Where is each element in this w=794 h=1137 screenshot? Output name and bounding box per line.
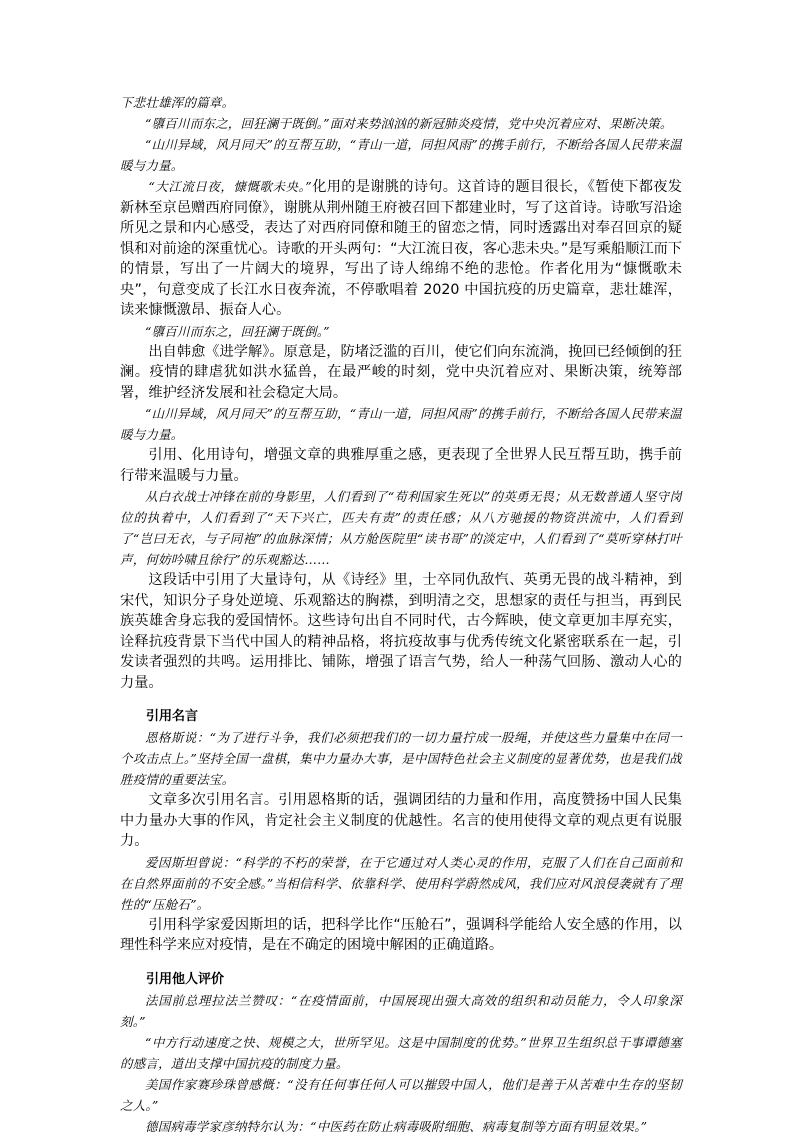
quote-paragraph: 从白衣战士冲锋在前的身影里，人们看到了“苟利国家生死以”的英勇无畏；从无数普通人坚守岗位的执着中，人们看到了“天下兴亡，匹夫有责”的责任感；从八方驰援的物资洪流中，人们看到了“岂曰无衣，与子同袍”的血脉深情；从方舱医院里“读书哥”的淡定中，人们看到了“莫听穿林打叶声，何妨吟啸且徐行”的乐观豁达…… <box>120 489 682 567</box>
analysis-paragraph: 引用科学家爱因斯坦的话，把科学比作“压舱石”，强调科学能给人安全感的作用，以理性科学来应对疫情，是在不确定的困境中解困的正确道路。 <box>120 916 682 953</box>
quote-line: 下悲壮雄浑的篇章。 <box>120 95 235 110</box>
quote-paragraph: “中方行动速度之快、规模之大，世所罕见。这是中国制度的优势。”世界卫生组织总干事谭德塞的感言，道出支撑中国抗疫的制度力量。 <box>120 1034 682 1071</box>
analysis-paragraph: 出自韩愈《进学解》。原意是，防堵泛滥的百川，使它们向东流淌，挽回已经倾倒的狂澜。疫情的肆虐犹如洪水猛兽，在最严峻的时刻，党中央沉着应对、果断决策，统筹部署，维护经济发展和社会稳定大局。 <box>120 343 682 401</box>
quote-paragraph: 爱因斯坦曾说：“科学的不朽的荣誉，在于它通过对人类心灵的作用，克服了人们在自己面前和在自然界面前的不安全感。”当相信科学、依靠科学、使用科学蔚然成风，我们应对风浪侵袭就有了理性的“压舱石”。 <box>120 854 682 912</box>
spacer <box>120 693 682 707</box>
quote-paragraph: “隳百川而东之，回狂澜于既倒。”面对来势汹汹的新冠肺炎疫情，党中央沉着应对、果断决策。 <box>145 116 673 131</box>
quote-paragraph: 美国作家赛珍珠曾感慨：“没有任何事任何人可以摧毁中国人，他们是善于从苦难中生存的坚韧之人。” <box>120 1076 682 1113</box>
analysis-paragraph-with-quote <box>120 176 682 321</box>
section-heading: 引用他人评价 <box>146 971 225 987</box>
quote-paragraph: 法国前总理拉法兰赞叹：“在疫情面前，中国展现出强大高效的组织和动员能力，令人印象深刻。” <box>120 992 682 1029</box>
analysis-paragraph: 这段话中引用了大量诗句，从《诗经》里，士卒同仇敌忾、英勇无畏的战斗精神，到宋代，知识分子身处逆境、乐观豁达的胸襟，到明清之交，思想家的责任与担当，再到民族英雄舍身忘我的爱国情怀。这些诗句出自不同时代，古今辉映，使文章更加丰厚充实，诠释抗疫背景下当代中国人的精神品格，将抗疫故事与优秀传统文化紧密联系在一起，引发读者强烈的共鸣。运用排比、铺陈，增强了语言气势，给人一种荡气回肠、激动人心的力量。 <box>120 572 682 691</box>
analysis-text: 化用的是谢朓的诗句。这首诗的题目很长，《暂使下都夜发新林至京邑赠西府同僚》，谢朓从荆州随王府被召回下都建业时，写了这首诗。诗歌写沿途所见之景和内心感受，表达了对西府同僚和随王的留恋之情，同时透露出对奉召回京的疑惧和对前途的深重忧心。诗歌的开头两句：“大江流日夜，客心悲未央。”是写乘船顺江而下的情景，写出了一片阔大的境界，写出了诗人绵绵不绝的悲怆。作者化用为“慷慨歌未央”，句意变成了长江水日夜奔流，不停歌唱着 2020 中国抗疫的历史篇章，悲壮雄浑，读来慷慨激昂、振奋人心。 <box>120 179 682 318</box>
spacer <box>120 956 682 970</box>
document-page <box>120 92 682 1137</box>
analysis-paragraph: 引用、化用诗句，增强文章的典雅厚重之感，更表现了全世界人民互帮互助，携手前行带来温暖与力量。 <box>120 447 682 484</box>
analysis-paragraph: 文章多次引用名言。引用恩格斯的话，强调团结的力量和作用，高度赞扬中国人民集中力量办大事的作风，肯定社会主义制度的优越性。名言的使用使得文章的观点更有说服力。 <box>120 792 682 849</box>
quote-paragraph: 德国病毒学家彦纳特尔认为：“中医药在防止病毒吸附细胞、病毒复制等方面有明显效果。” <box>145 1118 648 1134</box>
quote-paragraph: “山川异域，风月同天”的互帮互助，“青山一道，同担风雨”的携手前行，不断给各国人民带来温暖与力量。 <box>120 406 682 442</box>
quote-paragraph: “山川异域，风月同天”的互帮互助，“青山一道，同担风雨”的携手前行，不断给各国人民带来温暖与力量。 <box>120 137 682 173</box>
quote-paragraph: “隳百川而东之，回狂澜于既倒。” <box>145 323 330 339</box>
inline-quote: “大江流日夜，慷慨歌未央。” <box>148 179 312 194</box>
section-heading: 引用名言 <box>146 709 199 724</box>
quote-paragraph: 恩格斯说：“为了进行斗争，我们必须把我们的一切力量拧成一股绳，并使这些力量集中在同一个攻击点上。”坚持全国一盘棋，集中力量办大事，是中国特色社会主义制度的显著优势，也是我们战胜疫情的重要法宝。 <box>120 730 682 787</box>
